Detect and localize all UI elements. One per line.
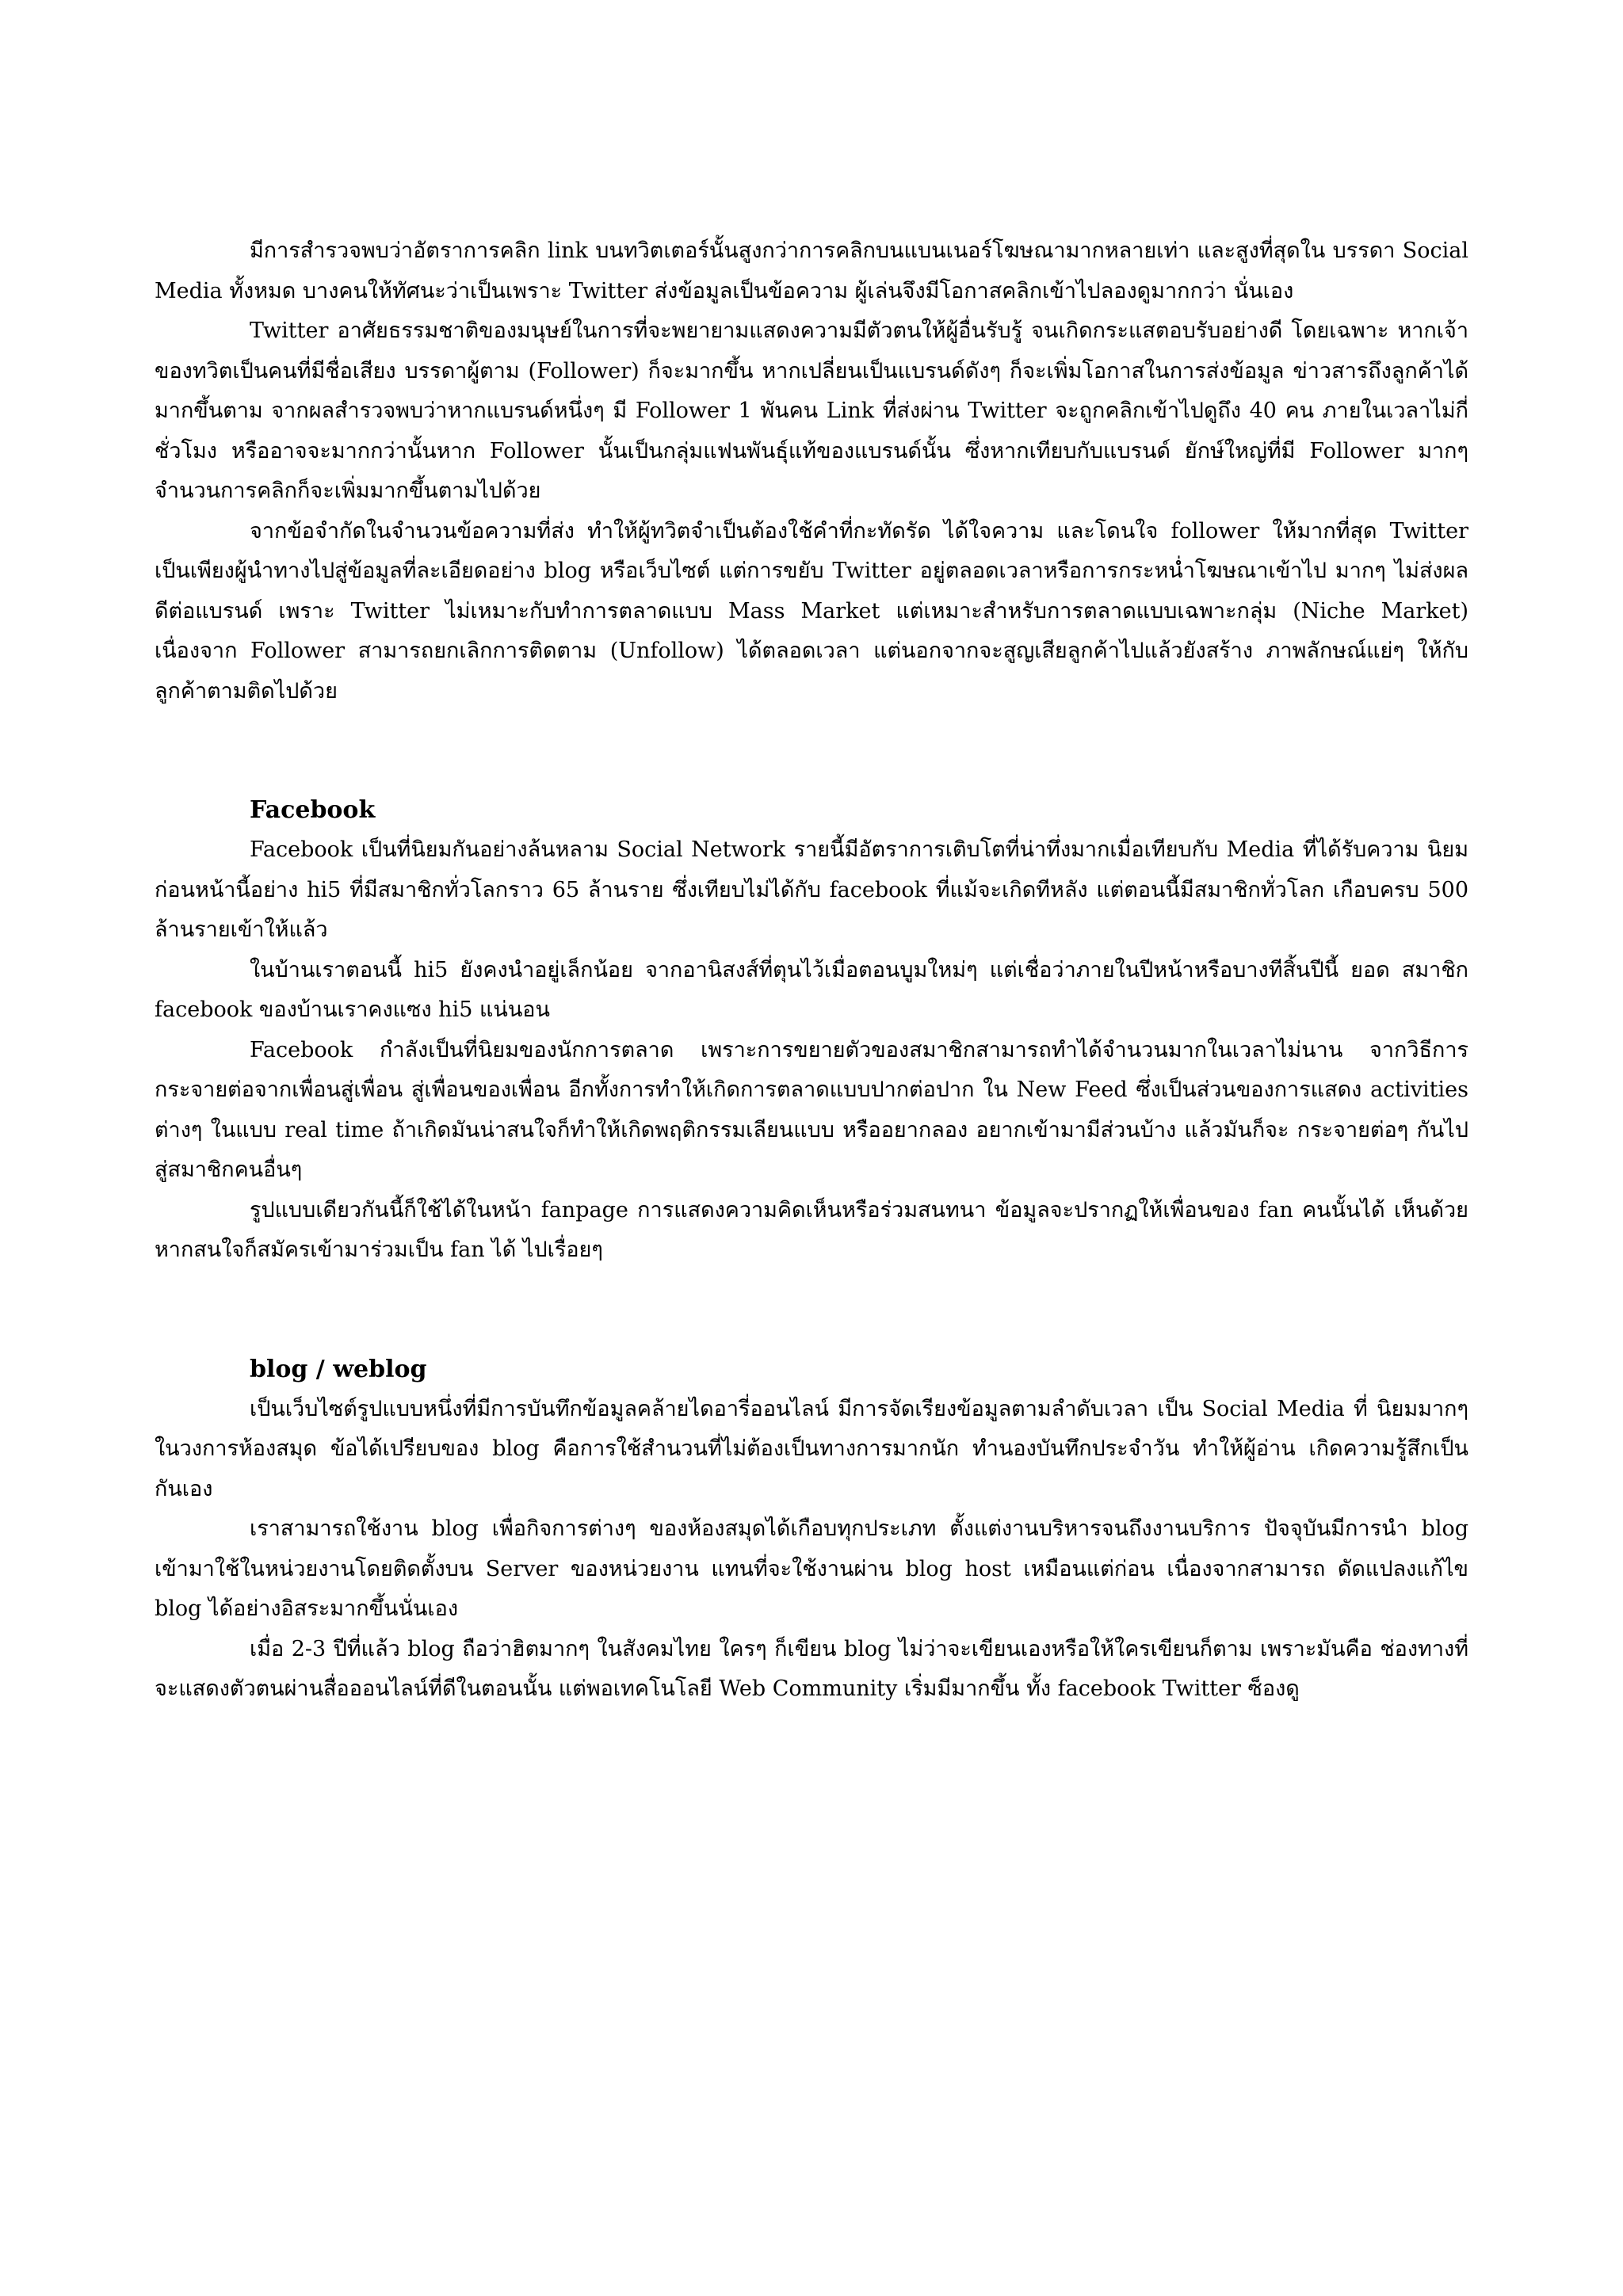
- facebook-section: [155, 791, 1468, 1271]
- paragraph: จากข้อจำกัดในจำนวนข้อความที่ส่ง ทำให้ผู้ทวิตจำเป็นต้องใช้คำที่กะทัดรัด ได้ใจความ และโดนใจ follower ให้มากที่สุด Twitter เป็นเพียงผู้นำทางไปสู่ข้อมูลที่ละเอียดอย่าง blog หรือเว็บไซต์ แต่การขยับ Twitter อยู่ตลอดเวลาหรือการกระหน่ำโฆษณาเข้าไป มากๆ ไม่ส่งผลดีต่อแบรนด์ เพราะ Twitter ไม่เหมาะกับทำการตลาดแบบ Mass Market แต่เหมาะสำหรับการตลาดแบบเฉพาะกลุ่ม (Niche Market) เนื่องจาก Follower สามารถยกเลิกการติดตาม (Unfollow) ได้ตลอดเวลา แต่นอกจากจะสูญเสียลูกค้าไปแล้วยังสร้าง ภาพลักษณ์แย่ๆ ให้กับลูกค้าตามติดไปด้วย: [155, 518, 1468, 704]
- paragraph: Twitter อาศัยธรรมชาติของมนุษย์ในการที่จะพยายามแสดงความมีตัวตนให้ผู้อื่นรับรู้ จนเกิดกระแสตอบรับอย่างดี โดยเฉพาะ หากเจ้าของทวิตเป็นคนที่มีชื่อเสียง บรรดาผู้ตาม (Follower) ก็จะมากขึ้น หากเปลี่ยนเป็นแบรนด์ดังๆ ก็จะเพิ่มโอกาสในการส่งข้อมูล ข่าวสารถึงลูกค้าได้มากขึ้นตาม จากผลสำรวจพบว่าหากแบรนด์หนึ่งๆ มี Follower 1 พันคน Link ที่ส่งผ่าน Twitter จะถูกคลิกเข้าไปดูถึง 40 คน ภายในเวลาไม่กี่ชั่วโมง หรืออาจจะมากกว่านั้นหาก Follower นั้นเป็นกลุ่มแฟนพันธุ์แท้ของแบรนด์นั้น ซึ่งหากเทียบกับแบรนด์ ยักษ์ใหญ่ที่มี Follower มากๆ จำนวนการคลิกก็จะเพิ่มมากขึ้นตามไปด้วย: [155, 318, 1468, 503]
- paragraph: Facebook เป็นที่นิยมกันอย่างล้นหลาม Social Network รายนี้มีอัตราการเติบโตที่น่าทึ่งมากเมื่อเทียบกับ Media ที่ได้รับความ นิยมก่อนหน้านี้อย่าง hi5 ที่มีสมาชิกทั่วโลกราว 65 ล้านราย ซึ่งเทียบไม่ได้กับ facebook ที่แม้จะเกิดทีหลัง แต่ตอนนี้มีสมาชิกทั่วโลก เกือบครบ 500 ล้านรายเข้าให้แล้ว: [155, 837, 1468, 942]
- paragraph: เราสามารถใช้งาน blog เพื่อกิจการต่างๆ ของห้องสมุดได้เกือบทุกประเภท ตั้งแต่งานบริหารจนถึงงานบริการ ปัจจุบันมีการนำ blog เข้ามาใช้ในหน่วยงานโดยติดตั้งบน Server ของหน่วยงาน แทนที่จะใช้งานผ่าน blog host เหมือนแต่ก่อน เนื่องจากสามารถ ดัดแปลงแก้ไข blog ได้อย่างอิสระมากขึ้นนั่นเอง: [155, 1516, 1468, 1621]
- paragraph: มีการสำรวจพบว่าอัตราการคลิก link บนทวิตเตอร์นั้นสูงกว่าการคลิกบนแบนเนอร์โฆษณามากหลายเท่า และสูงที่สุดใน บรรดา Social Media ทั้งหมด บางคนให้ทัศนะว่าเป็นเพราะ Twitter ส่งข้อมูลเป็นข้อความ ผู้เล่นจึงมีโอกาสคลิกเข้าไปลองดูมากกว่า นั่นเอง: [155, 238, 1468, 303]
- paragraph: ในบ้านเราตอนนี้ hi5 ยังคงนำอยู่เล็กน้อย จากอานิสงส์ที่ตุนไว้เมื่อตอนบูมใหม่ๆ แต่เชื่อว่าภายในปีหน้าหรือบางทีสิ้นปีนี้ ยอด สมาชิก facebook ของบ้านเราคงแซง hi5 แน่นอน: [155, 957, 1468, 1022]
- section-heading: Facebook: [250, 796, 376, 824]
- paragraph: เป็นเว็บไซต์รูปแบบหนึ่งที่มีการบันทึกข้อมูลคล้ายไดอารี่ออนไลน์ มีการจัดเรียงข้อมูลตามลำดับเวลา เป็น Social Media ที่ นิยมมากๆ ในวงการห้องสมุด ข้อได้เปรียบของ blog คือการใช้สำนวนที่ไม่ต้องเป็นทางการมากนัก ทำนองบันทึกประจำวัน ทำให้ผู้อ่าน เกิดความรู้สึกเป็นกันเอง: [155, 1396, 1468, 1501]
- section-heading: blog / weblog: [250, 1355, 427, 1383]
- section-spacer: [155, 711, 1468, 791]
- twitter-section: [155, 231, 1468, 711]
- section-spacer: [155, 1271, 1468, 1350]
- paragraph: รูปแบบเดียวกันนี้ก็ใช้ได้ในหน้า fanpage การแสดงความคิดเห็นหรือร่วมสนทนา ข้อมูลจะปรากฏให้เพื่อนของ fan คนนั้นได้ เห็นด้วย หากสนใจก็สมัครเข้ามาร่วมเป็น fan ได้ ไปเรื่อยๆ: [155, 1197, 1468, 1262]
- paragraph: Facebook กำลังเป็นที่นิยมของนักการตลาด เพราะการขยายตัวของสมาชิกสามารถทำได้จำนวนมากในเวลาไม่นาน จากวิธีการ กระจายต่อจากเพื่อนสู่เพื่อน สู่เพื่อนของเพื่อน อีกทั้งการทำให้เกิดการตลาดแบบปากต่อปาก ใน New Feed ซึ่งเป็นส่วนของการแสดง activities ต่างๆ ในแบบ real time ถ้าเกิดมันน่าสนใจก็ทำให้เกิดพฤติกรรมเลียนแบบ หรืออยากลอง อยากเข้ามามีส่วนบ้าง แล้วมันก็จะ กระจายต่อๆ กันไปสู่สมาชิกคนอื่นๆ: [155, 1037, 1468, 1182]
- blog-section: [155, 1350, 1468, 1710]
- paragraph: เมื่อ 2-3 ปีที่แล้ว blog ถือว่าฮิตมากๆ ในสังคมไทย ใครๆ ก็เขียน blog ไม่ว่าจะเขียนเองหรือให้ใครเขียนก็ตาม เพราะมันคือ ช่องทางที่จะแสดงตัวตนผ่านสื่อออนไลน์ที่ดีในตอนนั้น แต่พอเทคโนโลยี Web Community เริ่มมีมากขึ้น ทั้ง facebook Twitter ซ็องดู: [155, 1636, 1468, 1701]
